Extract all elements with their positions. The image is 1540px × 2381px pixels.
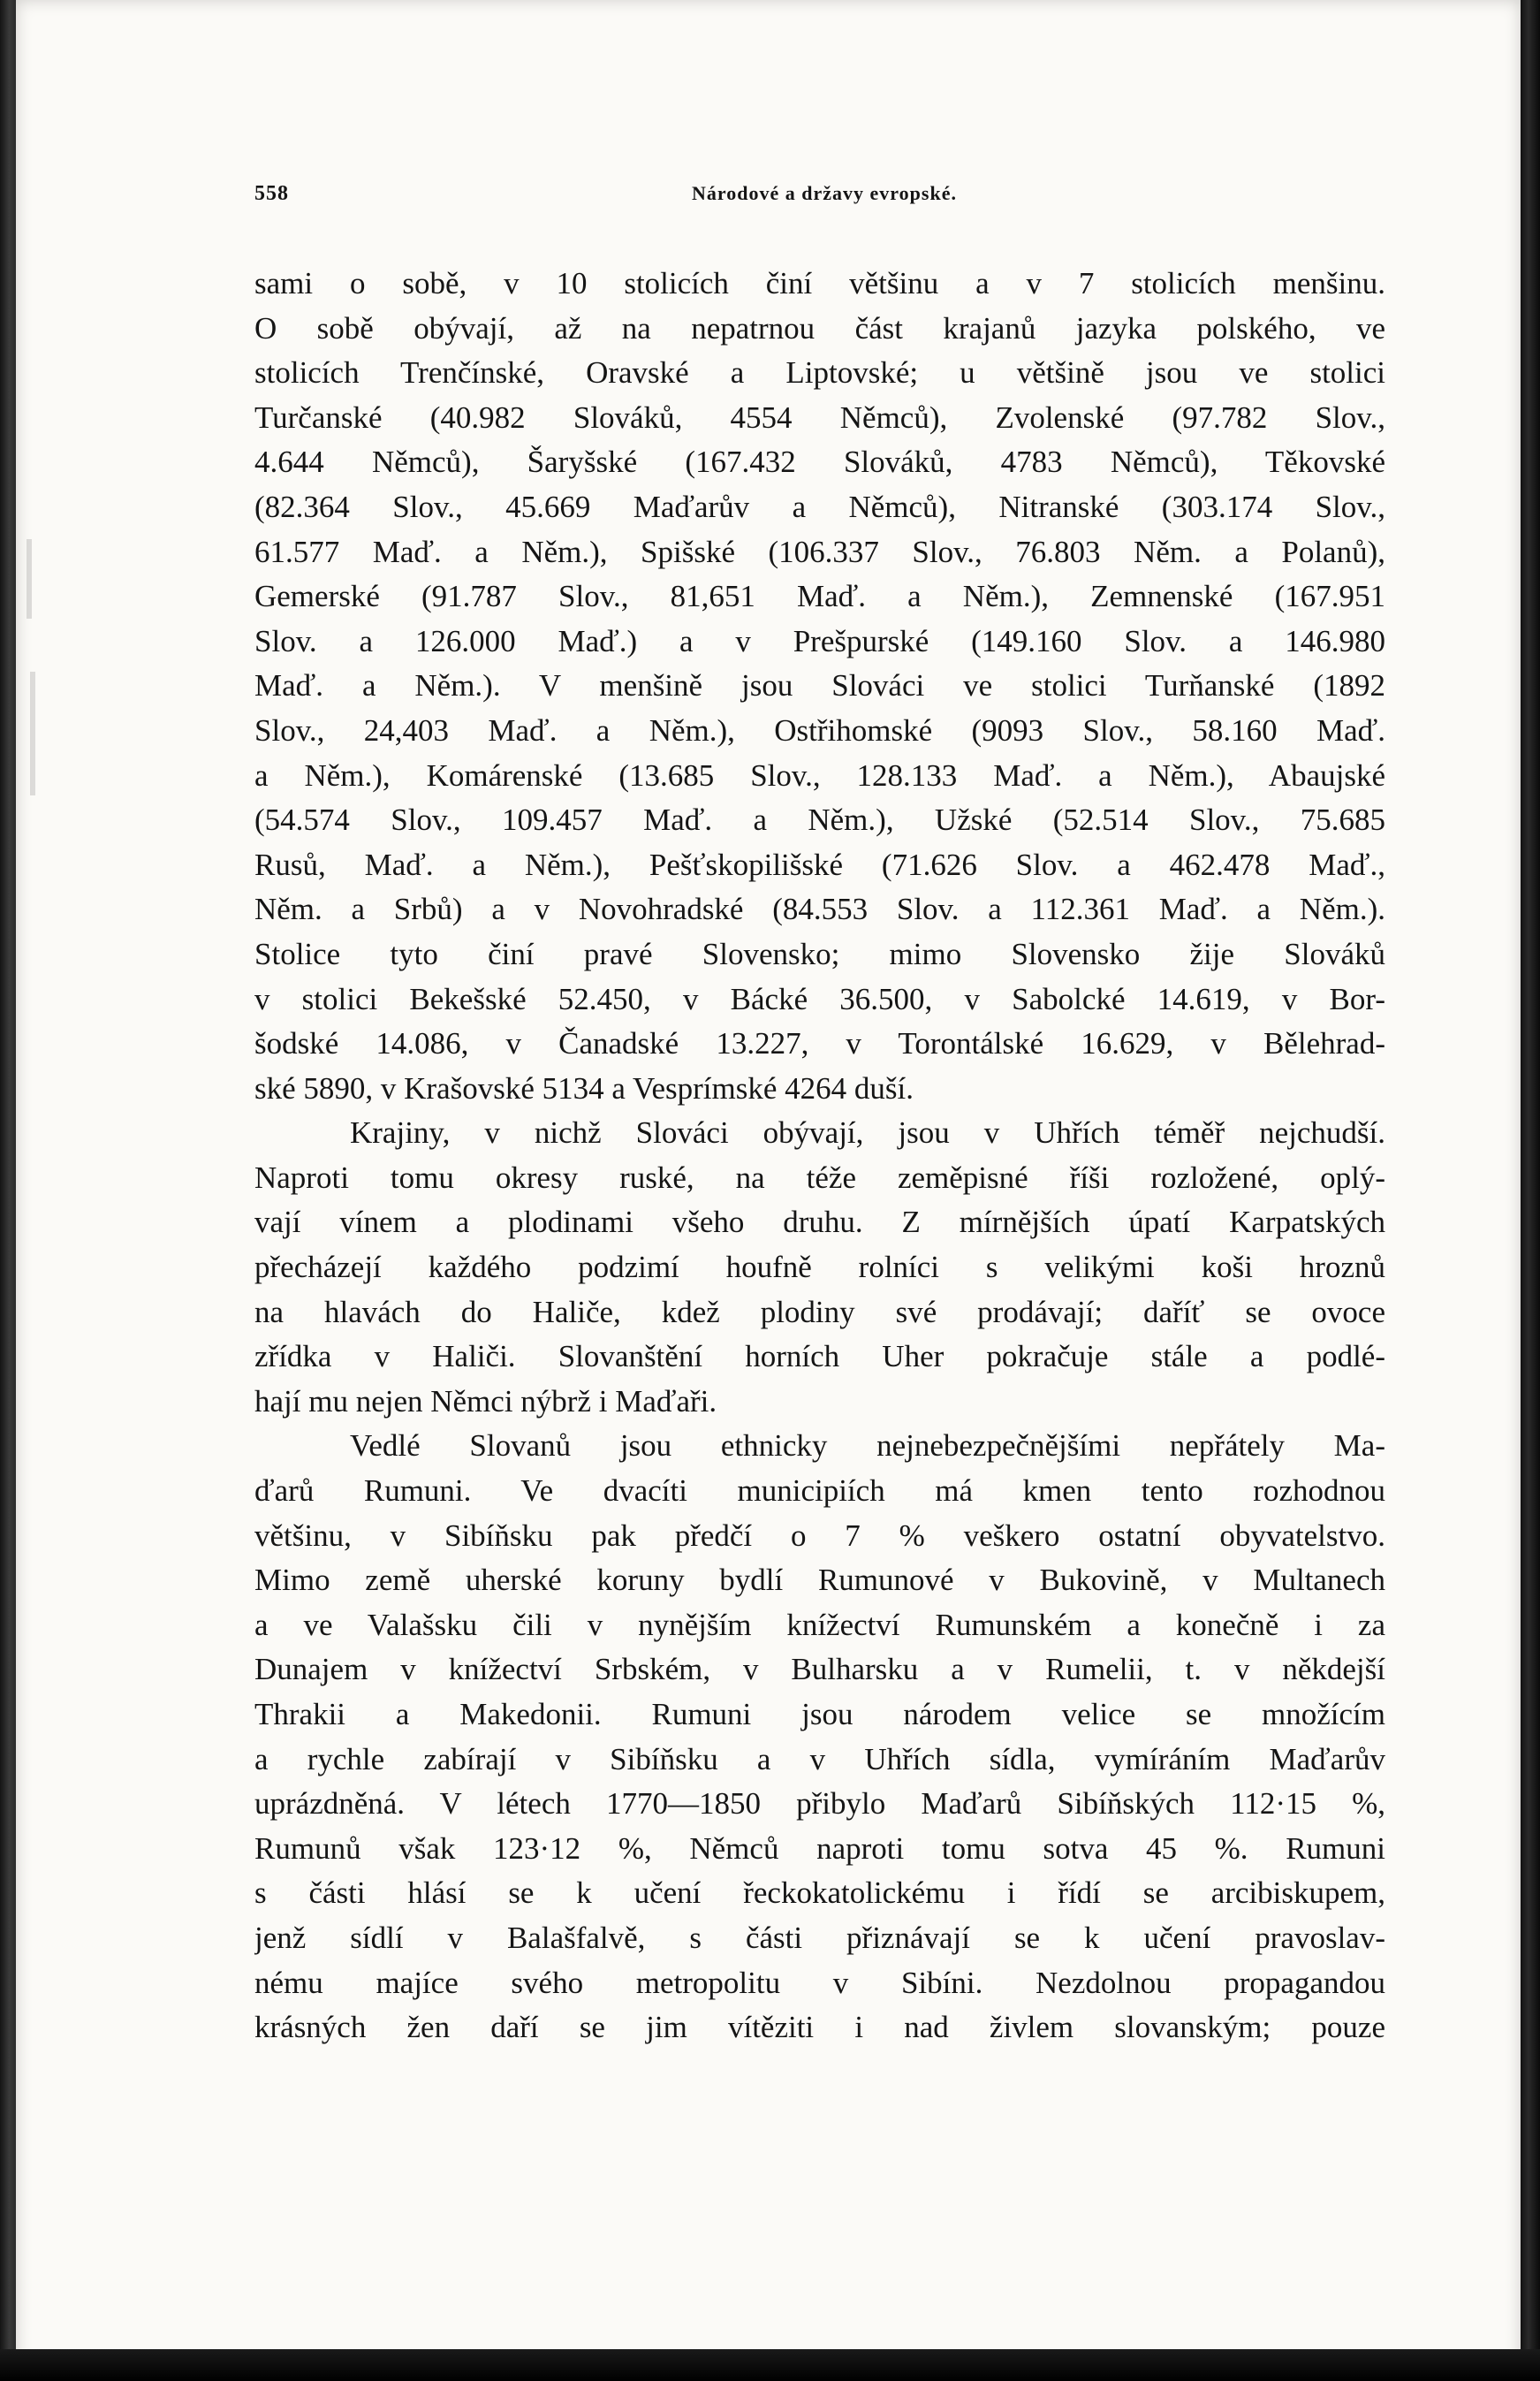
text-line: 61.577 Maď. a Něm.), Spišské (106.337 Slov., 76.803 Něm. a Polanů), (254, 534, 1385, 569)
text-line: a ve Valašsku čili v nynějším knížectví Rumunském a konečně i za (254, 1607, 1385, 1642)
text-line: Slov. a 126.000 Maď.) a v Prešpurské (149.160 Slov. a 146.980 (254, 623, 1385, 658)
text-line: a rychle zabírají v Sibíňsku a v Uhřích sídla, vymíráním Maďarův (254, 1741, 1385, 1776)
body-text (254, 262, 1385, 2050)
paragraph (254, 1111, 1385, 1424)
text-line: Mimo země uherské koruny bydlí Rumunové v Bukovině, v Multanech (254, 1563, 1385, 1598)
text-line: uprázdněná. V létech 1770—1850 přibylo Maďarů Sibíňských 112·15 %, (254, 1786, 1385, 1822)
text-line: na hlavách do Haliče, kdež plodiny své prodávají; daříť se ovoce (254, 1294, 1385, 1329)
text-line: a Něm.), Komárenské (13.685 Slov., 128.133 Maď. a Něm.), Abaujské (254, 757, 1385, 793)
text-line: Gemerské (91.787 Slov., 81,651 Maď. a Něm.), Zemnenské (167.951 (254, 579, 1385, 614)
page-number: 558 (254, 182, 289, 205)
text-line: stolicích Trenčínské, Oravské a Liptovské; u většině jsou ve stolici (254, 355, 1385, 391)
text-line: hají mu nejen Němci nýbrž i Maďaři. (254, 1383, 717, 1419)
text-line: ské 5890, v Krašovské 5134 a Vesprímské 4264 duší. (254, 1070, 914, 1106)
page-stain (27, 539, 32, 619)
text-line: v stolici Bekešské 52.450, v Bácké 36.500, v Sabolcké 14.619, v Bor- (254, 981, 1385, 1016)
page-header (254, 182, 1394, 212)
text-line: Turčanské (40.982 Slováků, 4554 Němců), Zvolenské (97.782 Slov., (254, 399, 1385, 435)
text-line: šodské 14.086, v Čanadské 13.227, v Torontálské 16.629, v Bělehrad- (254, 1026, 1385, 1061)
text-line: Naproti tomu okresy ruské, na téže zeměpisné říši rozložené, oplý- (254, 1160, 1385, 1195)
text-line: (54.574 Slov., 109.457 Maď. a Něm.), Užské (52.514 Slov., 75.685 (254, 803, 1385, 838)
paragraph (254, 262, 1385, 1111)
text-line: Maď. a Něm.). V menšině jsou Slováci ve stolici Turňanské (1892 (254, 668, 1385, 704)
text-line: Thrakii a Makedonii. Rumuni jsou národem velice se množícím (254, 1697, 1385, 1731)
text-line: Vedlé Slovanů jsou ethnicky nejnebezpečnějšími nepřátely Ma- (350, 1428, 1385, 1464)
text-line: (82.364 Slov., 45.669 Maďarův a Němců), Nitranské (303.174 Slov., (254, 489, 1385, 524)
scan-edge-bottom (0, 2349, 1540, 2381)
text-line: přecházejí každého podzimí houfně rolníci s velikými koši hroznů (254, 1250, 1385, 1285)
text-line: Rusů, Maď. a Něm.), Pešťskopilišské (71.626 Slov. a 462.478 Maď., (254, 847, 1385, 882)
paragraph (254, 1424, 1385, 2050)
text-line: Něm. a Srbů) a v Novohradské (84.553 Slov. a 112.361 Maď. a Něm.). (254, 892, 1385, 927)
text-line: s části hlásí se k učení řeckokatolickému i řídí se arcibiskupem, (254, 1875, 1385, 1911)
text-line: ďarů Rumuni. Ve dvacíti municipiích má kmen tento rozhodnou (254, 1473, 1385, 1509)
scan-edge-right (1521, 0, 1540, 2381)
text-line: Rumunů však 123·12 %, Němců naproti tomu sotva 45 %. Rumuni (254, 1830, 1385, 1866)
text-line: nému majíce svého metropolitu v Sibíni. Nezdolnou propagandou (254, 1965, 1385, 2000)
text-line: Slov., 24,403 Maď. a Něm.), Ostřihomské (9093 Slov., 58.160 Maď. (254, 712, 1385, 748)
running-title: Národové a državy evropské. (692, 182, 957, 204)
text-line: vají vínem a plodinami všeho druhu. Z mírnějších úpatí Karpatských (254, 1205, 1385, 1240)
text-line: krásných žen daří se jim vítěziti i nad živlem slovanským; pouze (254, 2010, 1385, 2045)
text-line: většinu, v Sibíňsku pak předčí o 7 % veškero ostatní obyvatelstvo. (254, 1518, 1385, 1553)
text-line: Dunajem v knížectví Srbském, v Bulharsku a v Rumelii, t. v někdejší (254, 1652, 1385, 1687)
text-line: zřídka v Haliči. Slovanštění horních Uher pokračuje stále a podlé- (254, 1339, 1385, 1374)
text-line: 4.644 Němců), Šaryšské (167.432 Slováků, 4783 Němců), Těkovské (254, 445, 1385, 480)
page-stain (30, 672, 35, 795)
text-line: sami o sobě, v 10 stolicích činí většinu a v 7 stolicích menšinu. (254, 266, 1385, 300)
text-line: jenž sídlí v Balašfalvě, s části přiznávají se k učení pravoslav- (254, 1920, 1385, 1955)
text-line: O sobě obývají, až na nepatrnou část krajanů jazyka polského, ve (254, 310, 1385, 346)
text-line: Krajiny, v nichž Slováci obývají, jsou v Uhřích téměř nejchudší. (350, 1115, 1385, 1151)
text-line: Stolice tyto činí pravé Slovensko; mimo Slovensko žije Slováků (254, 936, 1385, 971)
